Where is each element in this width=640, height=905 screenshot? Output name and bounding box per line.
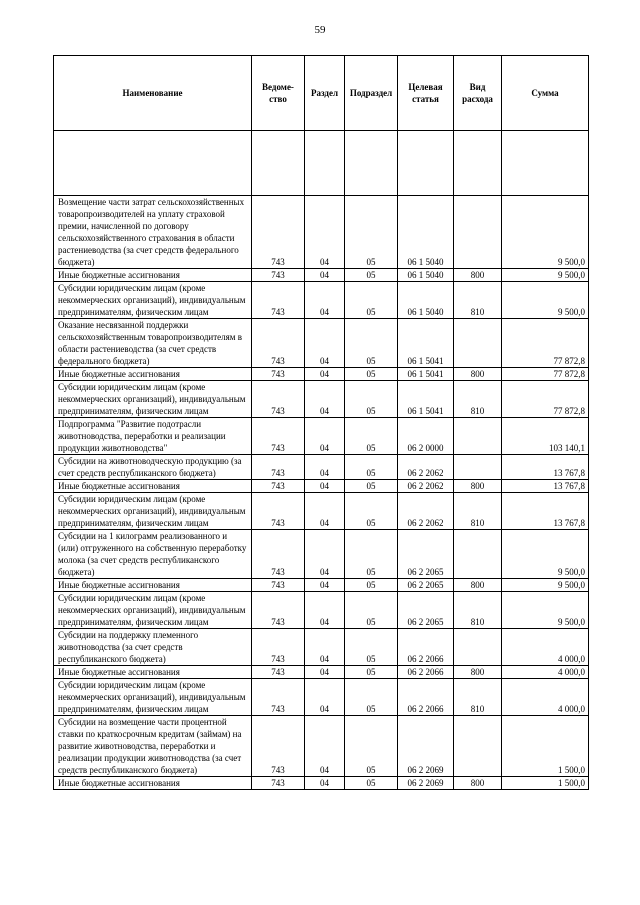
cell-dept: 743: [252, 319, 305, 368]
header-subsection: Подраздел: [345, 56, 398, 131]
cell-expense-type: [454, 530, 502, 579]
cell-dept: 743: [252, 455, 305, 480]
cell-dept: 743: [252, 368, 305, 381]
table-row: [54, 319, 589, 368]
cell-subsection: 05: [345, 493, 398, 530]
cell-section: 04: [305, 319, 345, 368]
cell-subsection: 05: [345, 579, 398, 592]
cell-subsection: 05: [345, 592, 398, 629]
cell-expense-type: [454, 716, 502, 777]
cell-target: 06 2 2065: [398, 592, 454, 629]
cell-target: 06 2 2066: [398, 666, 454, 679]
cell-amount: 1 500,0: [502, 777, 589, 790]
table-body: [54, 131, 589, 790]
cell-section: 04: [305, 530, 345, 579]
cell-expense-type: [454, 319, 502, 368]
cell-name: Субсидии на поддержку племенного животноводства (за счет средств республиканского бюджета): [54, 629, 252, 666]
cell-amount: 1 500,0: [502, 716, 589, 777]
cell-amount: 9 500,0: [502, 196, 589, 269]
cell-target: 06 1 5041: [398, 319, 454, 368]
cell-subsection: 05: [345, 480, 398, 493]
cell-dept: 743: [252, 196, 305, 269]
table-row: [54, 629, 589, 666]
cell-subsection: 05: [345, 716, 398, 777]
cell-name: Иные бюджетные ассигнования: [54, 666, 252, 679]
cell-name: Иные бюджетные ассигнования: [54, 579, 252, 592]
cell-name: Субсидии на животноводческую продукцию (за счет средств республиканского бюджета): [54, 455, 252, 480]
cell-amount: 4 000,0: [502, 666, 589, 679]
table-row: [54, 368, 589, 381]
cell-target: 06 2 2066: [398, 679, 454, 716]
cell-subsection: 05: [345, 196, 398, 269]
cell-target: 06 2 2069: [398, 777, 454, 790]
table-row: [54, 666, 589, 679]
cell-section: 04: [305, 196, 345, 269]
header-spacer-row: [54, 131, 589, 196]
cell-expense-type: 810: [454, 493, 502, 530]
cell-dept: 743: [252, 530, 305, 579]
cell-dept: 743: [252, 282, 305, 319]
cell-expense-type: 800: [454, 666, 502, 679]
cell-target: 06 2 2069: [398, 716, 454, 777]
cell-amount: 9 500,0: [502, 530, 589, 579]
cell-amount: 13 767,8: [502, 480, 589, 493]
cell-subsection: 05: [345, 455, 398, 480]
cell-name: Иные бюджетные ассигнования: [54, 777, 252, 790]
cell-name: Оказание несвязанной поддержки сельскохозяйственным товаропроизводителям в области растениеводства (за счет средств федерального бюджета): [54, 319, 252, 368]
cell-expense-type: 810: [454, 381, 502, 418]
cell-amount: 77 872,8: [502, 368, 589, 381]
cell-subsection: 05: [345, 666, 398, 679]
table-row: [54, 282, 589, 319]
cell-dept: 743: [252, 716, 305, 777]
cell-section: 04: [305, 455, 345, 480]
cell-subsection: 05: [345, 319, 398, 368]
cell-target: 06 2 2062: [398, 480, 454, 493]
cell-subsection: 05: [345, 679, 398, 716]
cell-section: 04: [305, 629, 345, 666]
cell-expense-type: [454, 629, 502, 666]
cell-target: 06 2 2065: [398, 530, 454, 579]
cell-target: 06 2 0000: [398, 418, 454, 455]
cell-dept: 743: [252, 269, 305, 282]
cell-name: Возмещение части затрат сельскохозяйственных товаропроизводителей на уплату страховой премии, начисленной по договору сельскохозяйственного страхования в области растениеводства (за счет средств федерального бюджета): [54, 196, 252, 269]
table-row: [54, 493, 589, 530]
cell-name: Иные бюджетные ассигнования: [54, 269, 252, 282]
cell-target: 06 1 5041: [398, 368, 454, 381]
cell-section: 04: [305, 679, 345, 716]
cell-section: 04: [305, 368, 345, 381]
cell-section: 04: [305, 282, 345, 319]
table-row: [54, 196, 589, 269]
cell-dept: 743: [252, 592, 305, 629]
cell-expense-type: 800: [454, 579, 502, 592]
cell-expense-type: 810: [454, 592, 502, 629]
budget-table: [53, 55, 589, 790]
cell-target: 06 1 5040: [398, 196, 454, 269]
table-row: [54, 530, 589, 579]
table-row: [54, 716, 589, 777]
cell-name: Субсидии юридическим лицам (кроме некоммерческих организаций), индивидуальным предпринимателям, физическим лицам: [54, 592, 252, 629]
cell-name: Субсидии юридическим лицам (кроме некоммерческих организаций), индивидуальным предпринимателям, физическим лицам: [54, 493, 252, 530]
table-row: [54, 579, 589, 592]
cell-subsection: 05: [345, 629, 398, 666]
cell-amount: 77 872,8: [502, 381, 589, 418]
cell-subsection: 05: [345, 381, 398, 418]
cell-subsection: 05: [345, 368, 398, 381]
cell-section: 04: [305, 480, 345, 493]
cell-amount: 4 000,0: [502, 629, 589, 666]
cell-expense-type: 810: [454, 282, 502, 319]
cell-amount: 13 767,8: [502, 455, 589, 480]
cell-target: 06 2 2065: [398, 579, 454, 592]
cell-dept: 743: [252, 629, 305, 666]
table-row: [54, 679, 589, 716]
cell-expense-type: [454, 196, 502, 269]
cell-section: 04: [305, 716, 345, 777]
header-section: Раздел: [305, 56, 345, 131]
cell-section: 04: [305, 666, 345, 679]
cell-dept: 743: [252, 666, 305, 679]
cell-name: Иные бюджетные ассигнования: [54, 368, 252, 381]
cell-target: 06 1 5041: [398, 381, 454, 418]
cell-target: 06 1 5040: [398, 282, 454, 319]
table-row: [54, 480, 589, 493]
cell-amount: 9 500,0: [502, 579, 589, 592]
cell-dept: 743: [252, 777, 305, 790]
cell-amount: 103 140,1: [502, 418, 589, 455]
cell-amount: 9 500,0: [502, 592, 589, 629]
cell-name: Субсидии юридическим лицам (кроме некоммерческих организаций), индивидуальным предпринимателям, физическим лицам: [54, 679, 252, 716]
cell-section: 04: [305, 579, 345, 592]
cell-name: Подпрограмма "Развитие подотрасли животноводства, переработки и реализации продукции животноводства": [54, 418, 252, 455]
cell-amount: 9 500,0: [502, 269, 589, 282]
cell-name: Иные бюджетные ассигнования: [54, 480, 252, 493]
table-row: [54, 777, 589, 790]
table-row: [54, 381, 589, 418]
cell-dept: 743: [252, 493, 305, 530]
cell-target: 06 2 2066: [398, 629, 454, 666]
cell-expense-type: [454, 418, 502, 455]
cell-subsection: 05: [345, 269, 398, 282]
cell-subsection: 05: [345, 418, 398, 455]
cell-target: 06 2 2062: [398, 493, 454, 530]
cell-section: 04: [305, 777, 345, 790]
cell-amount: 77 872,8: [502, 319, 589, 368]
page-number: 59: [314, 24, 326, 36]
cell-name: Субсидии юридическим лицам (кроме некоммерческих организаций), индивидуальным предпринимателям, физическим лицам: [54, 282, 252, 319]
table-row: [54, 455, 589, 480]
header-target: Целевая статья: [398, 56, 454, 131]
cell-dept: 743: [252, 381, 305, 418]
cell-name: Субсидии на возмещение части процентной ставки по краткосрочным кредитам (займам) на развитие животноводства, переработки и реализации продукции животноводства (за счет средств республиканского бюджета): [54, 716, 252, 777]
cell-expense-type: 800: [454, 480, 502, 493]
cell-section: 04: [305, 381, 345, 418]
cell-section: 04: [305, 269, 345, 282]
table-row: [54, 418, 589, 455]
cell-expense-type: 800: [454, 269, 502, 282]
cell-subsection: 05: [345, 777, 398, 790]
table-row: [54, 269, 589, 282]
header-dept: Ведоме- ство: [252, 56, 305, 131]
cell-section: 04: [305, 592, 345, 629]
cell-name: Субсидии на 1 килограмм реализованного и (или) отгруженного на собственную переработку молока (за счет средств республиканского бюджета): [54, 530, 252, 579]
table-header-row: [54, 56, 589, 131]
header-amount: Сумма: [502, 56, 589, 131]
cell-section: 04: [305, 493, 345, 530]
header-expense-type: Вид расхода: [454, 56, 502, 131]
cell-dept: 743: [252, 679, 305, 716]
cell-expense-type: [454, 455, 502, 480]
cell-dept: 743: [252, 480, 305, 493]
cell-name: Субсидии юридическим лицам (кроме некоммерческих организаций), индивидуальным предпринимателям, физическим лицам: [54, 381, 252, 418]
cell-subsection: 05: [345, 282, 398, 319]
cell-target: 06 1 5040: [398, 269, 454, 282]
cell-amount: 13 767,8: [502, 493, 589, 530]
table-row: [54, 592, 589, 629]
cell-expense-type: 810: [454, 679, 502, 716]
cell-subsection: 05: [345, 530, 398, 579]
cell-amount: 4 000,0: [502, 679, 589, 716]
cell-target: 06 2 2062: [398, 455, 454, 480]
cell-section: 04: [305, 418, 345, 455]
cell-dept: 743: [252, 579, 305, 592]
cell-expense-type: 800: [454, 368, 502, 381]
cell-expense-type: 800: [454, 777, 502, 790]
header-name: Наименование: [54, 56, 252, 131]
cell-amount: 9 500,0: [502, 282, 589, 319]
cell-dept: 743: [252, 418, 305, 455]
